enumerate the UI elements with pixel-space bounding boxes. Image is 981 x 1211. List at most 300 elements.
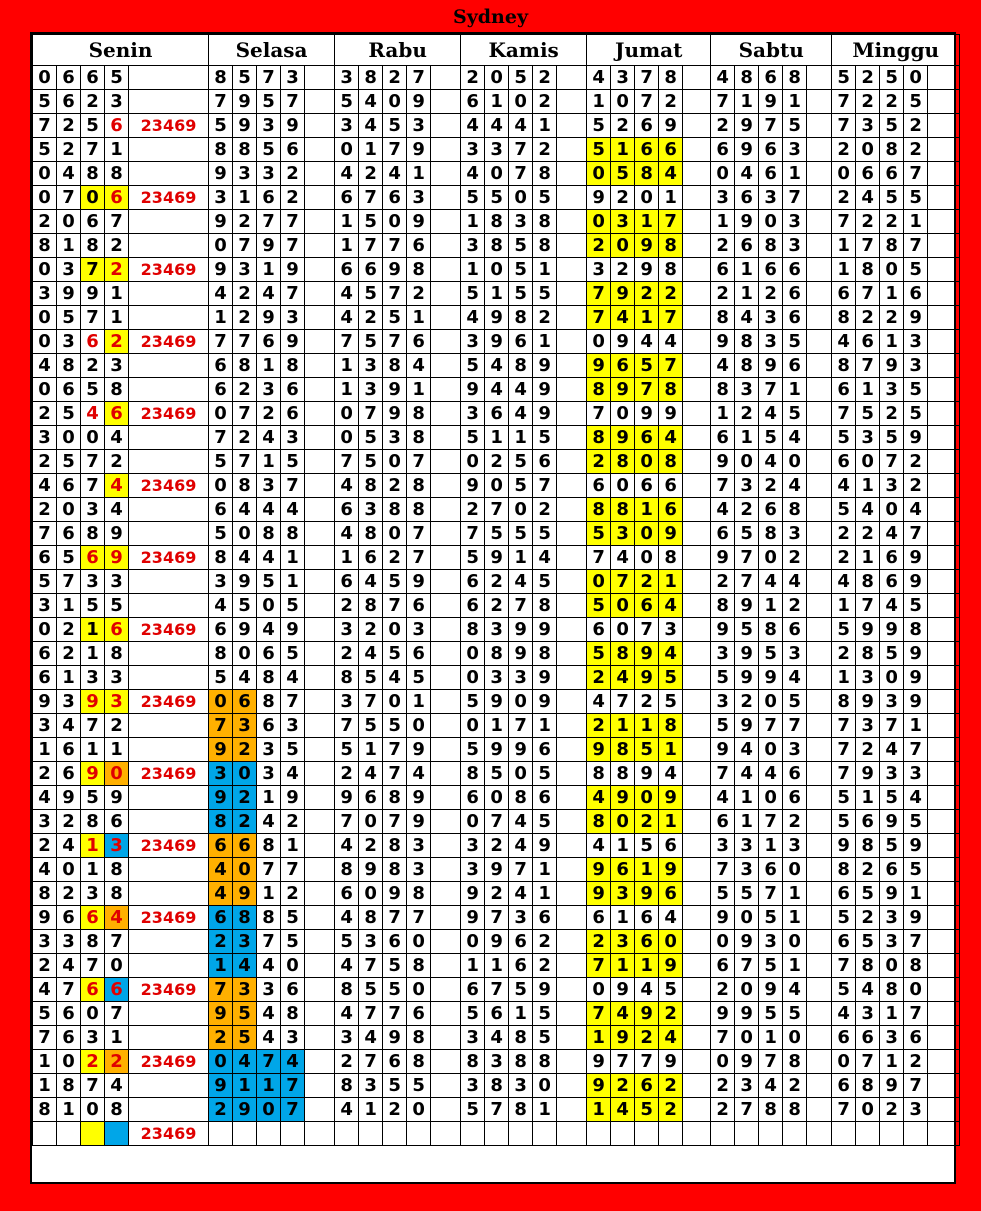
digit-cell: 1 (783, 954, 807, 978)
digit-cell: 9 (880, 354, 904, 378)
digit-cell: 0 (33, 330, 57, 354)
digit-cell: 9 (257, 234, 281, 258)
spacer-cell (557, 690, 587, 714)
digit-cell: 3 (759, 930, 783, 954)
spacer-cell (683, 378, 711, 402)
spacer-cell (305, 450, 335, 474)
spacer-cell (807, 354, 832, 378)
digit-cell: 6 (281, 378, 305, 402)
digit-cell (383, 1122, 407, 1146)
code-label (129, 882, 209, 906)
digit-cell: 7 (856, 1050, 880, 1074)
digit-cell: 2 (783, 1074, 807, 1098)
digit-cell: 0 (533, 1074, 557, 1098)
spacer-cell (431, 498, 461, 522)
digit-cell: 3 (105, 354, 129, 378)
digit-cell: 9 (711, 906, 735, 930)
digit-cell: 3 (759, 186, 783, 210)
digit-cell: 5 (832, 810, 856, 834)
digit-cell: 1 (635, 210, 659, 234)
digit-cell: 0 (407, 978, 431, 1002)
digit-cell: 4 (359, 114, 383, 138)
digit-cell: 3 (880, 906, 904, 930)
spacer-cell (807, 1074, 832, 1098)
digit-cell: 4 (257, 954, 281, 978)
table-row (33, 258, 960, 282)
digit-cell: 1 (759, 834, 783, 858)
digit-cell: 4 (783, 426, 807, 450)
spacer-cell (431, 666, 461, 690)
digit-cell: 2 (587, 930, 611, 954)
digit-cell: 4 (759, 762, 783, 786)
spacer-cell (305, 714, 335, 738)
digit-cell: 8 (105, 882, 129, 906)
digit-cell: 1 (105, 738, 129, 762)
digit-cell: 3 (81, 498, 105, 522)
digit-cell: 0 (635, 546, 659, 570)
digit-cell: 1 (233, 186, 257, 210)
digit-cell: 5 (281, 738, 305, 762)
spacer-cell (683, 738, 711, 762)
spacer-cell (557, 474, 587, 498)
digit-cell: 7 (485, 978, 509, 1002)
digit-cell: 2 (635, 282, 659, 306)
digit-cell: 2 (635, 1026, 659, 1050)
spacer-cell (807, 690, 832, 714)
digit-cell: 7 (759, 1050, 783, 1074)
digit-cell: 8 (105, 162, 129, 186)
spacer-cell (557, 138, 587, 162)
code-label: 23469 (129, 1050, 209, 1074)
digit-cell: 6 (209, 378, 233, 402)
digit-cell: 6 (57, 90, 81, 114)
digit-cell: 2 (832, 186, 856, 210)
digit-cell: 1 (209, 954, 233, 978)
spacer-cell (683, 258, 711, 282)
spacer-cell (557, 1026, 587, 1050)
digit-cell (105, 1122, 129, 1146)
spacer-cell (683, 810, 711, 834)
digit-cell: 7 (711, 90, 735, 114)
spacer-cell (557, 618, 587, 642)
spacer-cell (683, 618, 711, 642)
digit-cell: 2 (783, 594, 807, 618)
digit-cell: 3 (904, 762, 928, 786)
table-row (33, 114, 960, 138)
digit-cell: 0 (611, 594, 635, 618)
code-label (129, 138, 209, 162)
digit-cell: 9 (611, 786, 635, 810)
digit-cell: 1 (359, 738, 383, 762)
digit-cell: 4 (783, 666, 807, 690)
table-title: Sydney (453, 6, 528, 28)
digit-cell: 3 (57, 690, 81, 714)
digit-cell: 9 (233, 1098, 257, 1122)
digit-cell: 6 (281, 978, 305, 1002)
spacer-cell (557, 306, 587, 330)
digit-cell: 4 (485, 114, 509, 138)
digit-cell: 7 (209, 978, 233, 1002)
digit-cell: 9 (209, 786, 233, 810)
digit-cell: 1 (281, 570, 305, 594)
digit-cell: 7 (383, 906, 407, 930)
digit-cell: 5 (832, 978, 856, 1002)
digit-cell: 5 (904, 258, 928, 282)
spacer-cell (305, 738, 335, 762)
spacer-cell (431, 90, 461, 114)
table-row (33, 906, 960, 930)
digit-cell: 0 (407, 930, 431, 954)
digit-cell: 3 (461, 234, 485, 258)
digit-cell: 1 (904, 882, 928, 906)
digit-cell: 8 (587, 426, 611, 450)
digit-cell: 6 (257, 186, 281, 210)
digit-cell: 4 (783, 570, 807, 594)
digit-cell: 5 (587, 642, 611, 666)
spacer-cell (928, 762, 960, 786)
digit-cell: 7 (359, 186, 383, 210)
digit-cell: 3 (359, 378, 383, 402)
digit-cell: 2 (635, 810, 659, 834)
digit-cell: 7 (759, 714, 783, 738)
digit-cell: 5 (880, 834, 904, 858)
digit-cell: 2 (783, 810, 807, 834)
spacer-cell (683, 210, 711, 234)
digit-cell: 2 (880, 402, 904, 426)
digit-cell: 4 (659, 762, 683, 786)
digit-cell: 0 (209, 234, 233, 258)
spacer-cell (305, 354, 335, 378)
spacer-cell (305, 834, 335, 858)
table-row (33, 522, 960, 546)
digit-cell (335, 1122, 359, 1146)
spacer-cell (928, 666, 960, 690)
digit-cell: 2 (383, 1098, 407, 1122)
spacer-cell (557, 210, 587, 234)
digit-cell: 9 (711, 738, 735, 762)
digit-cell: 0 (611, 402, 635, 426)
table-row (33, 138, 960, 162)
digit-cell: 5 (461, 282, 485, 306)
digit-cell: 6 (635, 474, 659, 498)
digit-cell: 2 (533, 306, 557, 330)
digit-cell: 8 (659, 258, 683, 282)
spacer-cell (305, 474, 335, 498)
digit-cell: 5 (832, 498, 856, 522)
digit-cell: 6 (105, 186, 129, 210)
spacer-cell (928, 426, 960, 450)
digit-cell: 2 (233, 810, 257, 834)
digit-cell: 0 (759, 546, 783, 570)
digit-cell: 0 (33, 618, 57, 642)
digit-cell: 2 (856, 210, 880, 234)
digit-cell: 5 (880, 114, 904, 138)
digit-cell: 6 (856, 810, 880, 834)
digit-cell: 9 (281, 786, 305, 810)
digit-cell: 9 (635, 258, 659, 282)
digit-cell: 9 (659, 402, 683, 426)
digit-cell: 0 (856, 1098, 880, 1122)
digit-cell: 1 (533, 882, 557, 906)
digit-cell: 8 (57, 354, 81, 378)
digit-cell: 9 (711, 546, 735, 570)
digit-cell: 6 (783, 258, 807, 282)
digit-cell: 3 (783, 834, 807, 858)
digit-cell: 0 (904, 978, 928, 1002)
digit-cell: 7 (783, 186, 807, 210)
code-label: 23469 (129, 546, 209, 570)
spacer-cell (431, 762, 461, 786)
spacer-cell (431, 738, 461, 762)
digit-cell: 8 (461, 1050, 485, 1074)
digit-cell: 5 (57, 402, 81, 426)
spacer-cell (305, 426, 335, 450)
digit-cell: 8 (533, 594, 557, 618)
digit-cell: 7 (383, 282, 407, 306)
digit-cell: 6 (856, 330, 880, 354)
table-row (33, 618, 960, 642)
digit-cell: 2 (587, 450, 611, 474)
digit-cell: 8 (81, 162, 105, 186)
digit-cell: 3 (33, 594, 57, 618)
digit-cell: 3 (509, 210, 533, 234)
spacer-cell (431, 330, 461, 354)
digit-cell: 0 (233, 642, 257, 666)
spacer-cell (305, 858, 335, 882)
digit-cell: 0 (383, 522, 407, 546)
spacer-cell (305, 954, 335, 978)
digit-cell: 2 (735, 498, 759, 522)
digit-cell: 4 (33, 474, 57, 498)
digit-cell: 0 (587, 210, 611, 234)
spacer-cell (928, 330, 960, 354)
spacer-cell (431, 642, 461, 666)
table-row (33, 762, 960, 786)
digit-cell: 5 (759, 1002, 783, 1026)
digit-cell: 7 (611, 1050, 635, 1074)
spacer-cell (807, 618, 832, 642)
digit-cell: 4 (335, 306, 359, 330)
digit-cell: 7 (711, 474, 735, 498)
digit-cell: 8 (904, 954, 928, 978)
digit-cell: 9 (485, 306, 509, 330)
spacer-cell (683, 882, 711, 906)
digit-cell: 2 (711, 114, 735, 138)
digit-cell: 2 (335, 1050, 359, 1074)
digit-cell: 6 (461, 978, 485, 1002)
digit-cell (407, 1122, 431, 1146)
digit-cell: 3 (407, 858, 431, 882)
digit-cell: 0 (856, 450, 880, 474)
digit-cell: 9 (383, 378, 407, 402)
digit-cell: 4 (735, 306, 759, 330)
digit-cell: 1 (533, 258, 557, 282)
digit-cell: 0 (485, 474, 509, 498)
table-row (33, 66, 960, 90)
digit-cell: 0 (233, 858, 257, 882)
digit-cell: 3 (461, 330, 485, 354)
digit-cell: 2 (904, 474, 928, 498)
digit-cell: 5 (81, 786, 105, 810)
digit-cell: 9 (587, 882, 611, 906)
spacer-cell (683, 978, 711, 1002)
digit-cell: 0 (461, 666, 485, 690)
digit-cell: 5 (904, 858, 928, 882)
table-row (33, 234, 960, 258)
digit-cell: 9 (509, 738, 533, 762)
digit-cell: 6 (461, 594, 485, 618)
digit-cell: 4 (209, 882, 233, 906)
digit-cell: 7 (335, 714, 359, 738)
digit-cell: 6 (257, 642, 281, 666)
digit-cell: 0 (57, 498, 81, 522)
digit-cell (57, 1122, 81, 1146)
spacer-cell (557, 858, 587, 882)
digit-cell: 1 (587, 1026, 611, 1050)
digit-cell: 7 (81, 258, 105, 282)
table-row (33, 378, 960, 402)
digit-cell: 5 (509, 474, 533, 498)
digit-cell: 8 (533, 162, 557, 186)
digit-cell: 3 (611, 930, 635, 954)
digit-cell: 4 (711, 786, 735, 810)
digit-cell: 0 (383, 690, 407, 714)
digit-cell: 1 (461, 210, 485, 234)
digit-cell: 1 (659, 186, 683, 210)
digit-cell: 6 (209, 354, 233, 378)
spacer-cell (807, 882, 832, 906)
digit-cell: 2 (281, 186, 305, 210)
digit-cell: 4 (335, 162, 359, 186)
digit-cell: 3 (257, 978, 281, 1002)
table-row (33, 714, 960, 738)
digit-cell: 3 (509, 666, 533, 690)
digit-cell: 0 (735, 450, 759, 474)
spacer-cell (431, 114, 461, 138)
digit-cell: 5 (383, 954, 407, 978)
spacer-cell (928, 1050, 960, 1074)
digit-cell: 9 (281, 114, 305, 138)
table-row (33, 570, 960, 594)
digit-cell: 3 (257, 378, 281, 402)
digit-cell: 6 (880, 546, 904, 570)
spacer-cell (807, 786, 832, 810)
digit-cell: 1 (832, 666, 856, 690)
digit-cell: 6 (783, 762, 807, 786)
digit-cell: 8 (856, 642, 880, 666)
digit-cell: 9 (904, 906, 928, 930)
digit-cell: 3 (209, 570, 233, 594)
digit-cell: 8 (759, 522, 783, 546)
digit-cell: 6 (209, 906, 233, 930)
spacer-cell (683, 162, 711, 186)
digit-cell: 8 (485, 1074, 509, 1098)
digit-cell: 5 (832, 906, 856, 930)
digit-cell: 9 (635, 402, 659, 426)
spacer-cell (683, 114, 711, 138)
spacer-cell (928, 690, 960, 714)
day-header-selasa: Selasa (209, 35, 335, 66)
digit-cell: 0 (509, 690, 533, 714)
spacer-cell (305, 1122, 335, 1146)
spacer-cell (928, 474, 960, 498)
digit-cell: 2 (880, 1098, 904, 1122)
spacer-cell (807, 930, 832, 954)
digit-cell: 0 (587, 162, 611, 186)
digit-cell: 3 (611, 210, 635, 234)
digit-cell: 1 (33, 1074, 57, 1098)
digit-cell: 7 (832, 210, 856, 234)
digit-cell: 5 (509, 234, 533, 258)
code-label: 23469 (129, 402, 209, 426)
digit-cell: 9 (485, 858, 509, 882)
digit-cell: 5 (281, 450, 305, 474)
digit-cell: 7 (533, 474, 557, 498)
digit-cell (281, 1122, 305, 1146)
spacer-cell (557, 234, 587, 258)
digit-cell (904, 1122, 928, 1146)
digit-cell: 8 (509, 354, 533, 378)
digit-cell: 9 (904, 666, 928, 690)
digit-cell: 5 (587, 114, 611, 138)
digit-cell: 5 (587, 522, 611, 546)
digit-cell: 8 (509, 1098, 533, 1122)
digit-cell: 4 (257, 498, 281, 522)
digit-cell: 1 (461, 954, 485, 978)
digit-cell: 5 (904, 186, 928, 210)
digit-cell: 5 (904, 402, 928, 426)
digit-cell: 6 (659, 882, 683, 906)
digit-cell: 5 (57, 450, 81, 474)
digit-cell: 2 (105, 1050, 129, 1074)
digit-cell: 6 (783, 786, 807, 810)
spacer-cell (305, 762, 335, 786)
digit-cell: 0 (461, 930, 485, 954)
digit-cell: 2 (904, 450, 928, 474)
digit-cell: 9 (461, 882, 485, 906)
digit-cell: 3 (233, 714, 257, 738)
digit-cell: 8 (33, 882, 57, 906)
digit-cell: 2 (33, 450, 57, 474)
digit-cell: 1 (735, 258, 759, 282)
digit-cell: 0 (57, 1050, 81, 1074)
digit-cell: 8 (533, 1050, 557, 1074)
digit-cell: 8 (659, 450, 683, 474)
spacer-cell (683, 546, 711, 570)
digit-cell: 0 (783, 450, 807, 474)
digit-cell: 1 (509, 546, 533, 570)
digit-cell: 1 (735, 426, 759, 450)
spacer-cell (431, 690, 461, 714)
digit-cell: 7 (904, 1002, 928, 1026)
digit-cell: 7 (485, 1098, 509, 1122)
digit-cell: 2 (832, 642, 856, 666)
spacer-cell (305, 642, 335, 666)
digit-cell: 3 (856, 114, 880, 138)
digit-cell: 6 (635, 426, 659, 450)
spacer-cell (928, 786, 960, 810)
digit-cell: 9 (209, 258, 233, 282)
digit-cell: 7 (57, 186, 81, 210)
digit-cell: 7 (509, 138, 533, 162)
digit-cell: 8 (832, 306, 856, 330)
digit-cell: 5 (659, 690, 683, 714)
digit-cell: 1 (880, 1050, 904, 1074)
digit-cell: 9 (856, 762, 880, 786)
digit-cell: 2 (711, 570, 735, 594)
spacer-cell (305, 402, 335, 426)
digit-cell: 4 (635, 978, 659, 1002)
